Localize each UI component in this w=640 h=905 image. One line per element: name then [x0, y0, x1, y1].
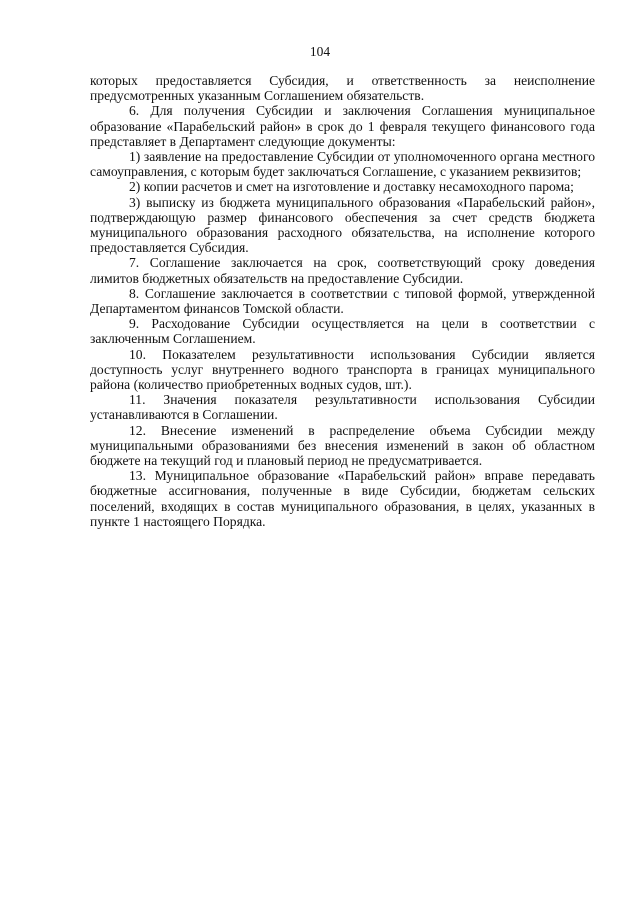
paragraph-item-8: 8. Соглашение заключается в соответствии с типовой формой, утвержденной Департаментом финансов Томской области.: [90, 285, 595, 317]
paragraph-subitem-2: 2) копии расчетов и смет на изготовление и доставку несамоходного парома;: [129, 179, 574, 195]
paragraph-item-9: 9. Расходование Субсидии осуществляется на цели в соответствии с заключенным Соглашением.: [90, 316, 595, 347]
paragraph-item-11: 11. Значения показателя результативности использования Субсидии устанавливаются в Соглашении.: [90, 392, 595, 423]
paragraph-continuation: которых предоставляется Субсидия, и ответственность за неисполнение предусмотренных указанным Соглашением обязательств.: [90, 73, 595, 104]
paragraph-item-10: 10. Показателем результативности использования Субсидии является доступность услуг внутреннего водного транспорта в границах муниципального района (количество приобретенных водных судов, шт.).: [90, 346, 595, 393]
paragraph-item-6: 6. Для получения Субсидии и заключения Соглашения муниципальное образование «Парабельский район» в срок до 1 февраля текущего финансового года представляет в Департамент следующие документы:: [90, 103, 595, 149]
paragraph-subitem-3: 3) выписку из бюджета муниципального образования «Парабельский район», подтверждающую размер финансового обеспечения за счет средств бюджета муниципального образования расходного обязательства, на исполнение которого предоставляется Субсидия.: [90, 194, 595, 256]
page-number: 104: [309, 44, 331, 59]
paragraph-subitem-1: 1) заявление на предоставление Субсидии от уполномоченного органа местного самоуправления, с которым будет заключаться Соглашение, с указанием реквизитов;: [90, 149, 595, 180]
paragraph-item-7: 7. Соглашение заключается на срок, соответствующий сроку доведения лимитов бюджетных обязательств на предоставление Субсидии.: [90, 255, 595, 286]
paragraph-item-12: 12. Внесение изменений в распределение объема Субсидии между муниципальными образованиями без внесения изменений в закон об областном бюджете на текущий год и плановый период не предусматривается.: [90, 422, 595, 469]
paragraph-item-13: 13. Муниципальное образование «Парабельский район» вправе передавать бюджетные ассигнования, полученные в виде Субсидии, бюджетам сельских поселений, входящих в состав муниципального образования, в целях, указанных в пункте 1 настоящего Порядка.: [90, 468, 595, 529]
document-body: [90, 73, 595, 529]
